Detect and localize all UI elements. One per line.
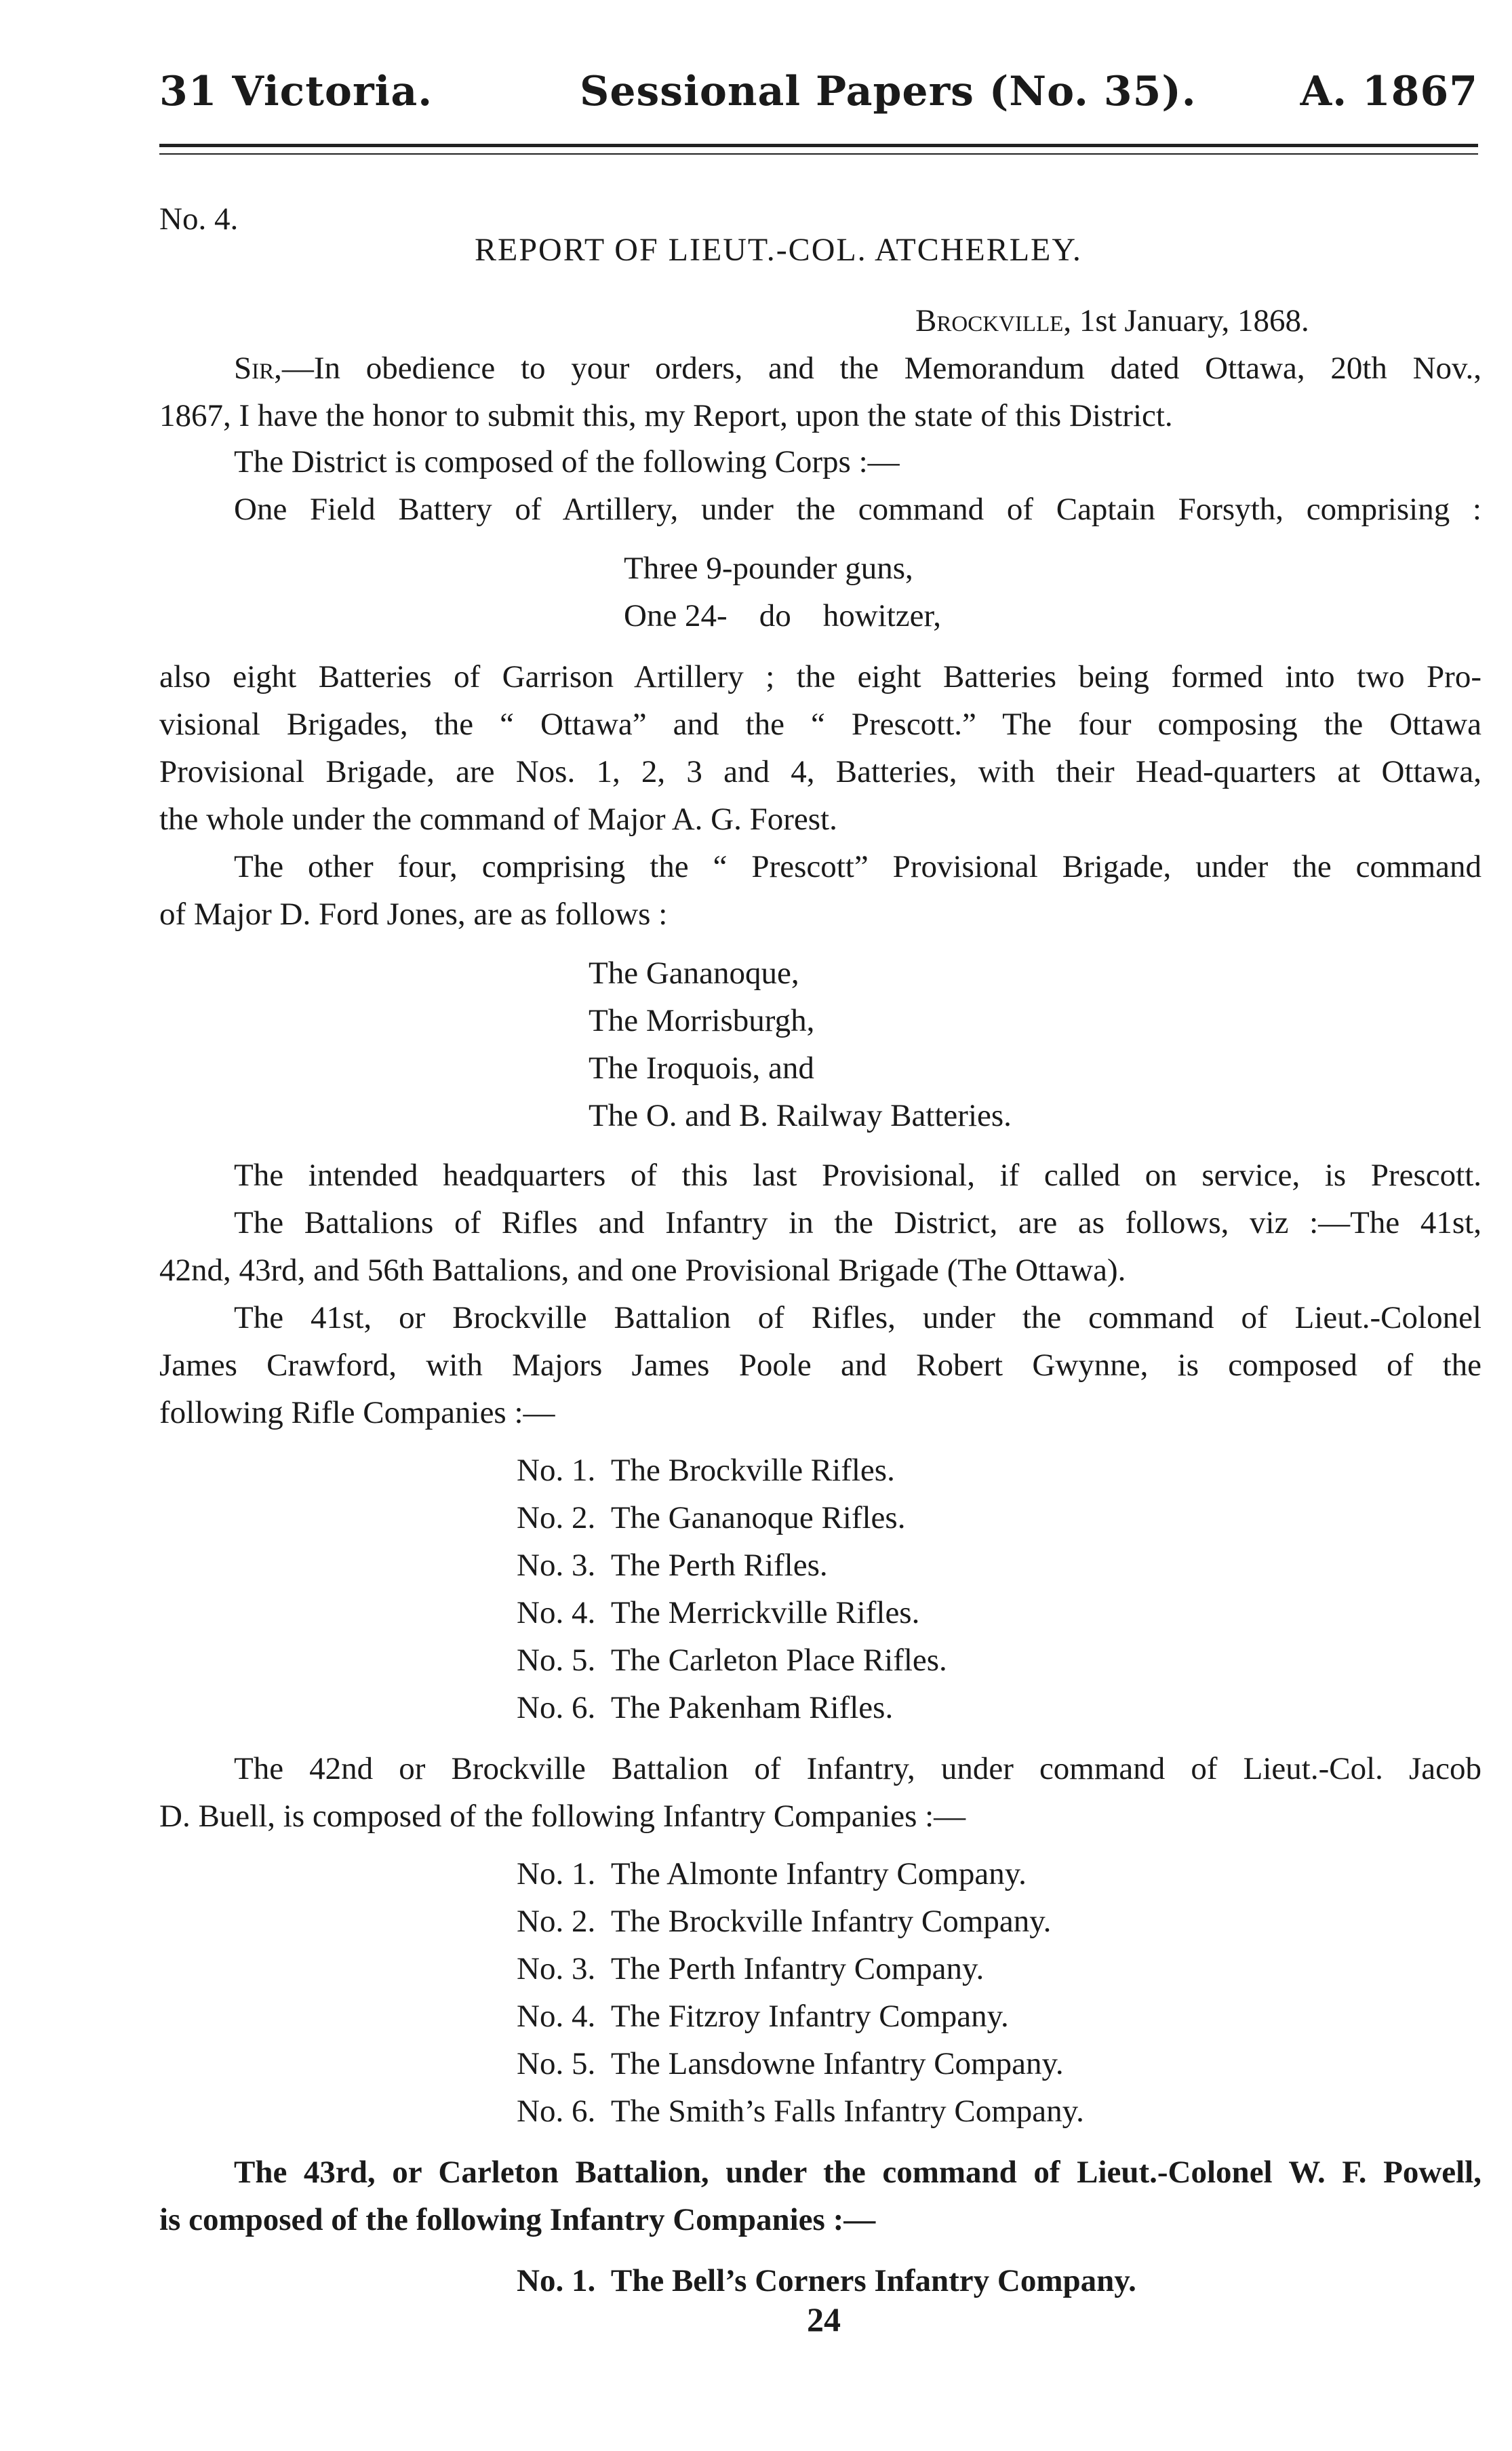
body-line: 42nd, 43rd, and 56th Battalions, and one Provisional Brigade (The Ottawa). bbox=[159, 1253, 1126, 1288]
list-item: No. 5. The Lansdowne Infantry Company. bbox=[517, 2046, 1064, 2081]
header-rule-thick bbox=[159, 144, 1478, 147]
header-session: 31 Victoria. bbox=[159, 68, 433, 115]
header-paper-title: Sessional Papers (No. 35). bbox=[580, 68, 1197, 115]
salutation: Sir bbox=[234, 351, 275, 386]
body-line: The 41st, or Brockville Battalion of Rifles, under the command of Lieut.-Colonel bbox=[234, 1300, 1481, 1335]
list-item: No. 4. The Merrickville Rifles. bbox=[517, 1595, 920, 1630]
page-number: 24 bbox=[807, 2300, 841, 2338]
report-title: REPORT OF LIEUT.-COL. ATCHERLEY. bbox=[475, 232, 1082, 268]
body-line: is composed of the following Infantry Companies :— bbox=[159, 2202, 876, 2237]
body-line: of Major D. Ford Jones, are as follows : bbox=[159, 897, 668, 932]
body-line-text: ,—In obedience to your orders, and the Memorandum dated Ottawa, 20th Nov., bbox=[274, 351, 1481, 386]
list-item: No. 6. The Smith’s Falls Infantry Company. bbox=[517, 2094, 1084, 2129]
list-item: No. 1. The Brockville Rifles. bbox=[517, 1453, 895, 1488]
body-line: The 43rd, or Carleton Battalion, under the command of Lieut.-Colonel W. F. Powell, bbox=[234, 2155, 1481, 2190]
header-year: A. 1867 bbox=[1300, 68, 1478, 115]
list-item: No. 1. The Bell’s Corners Infantry Company. bbox=[517, 2263, 1136, 2298]
list-item: No. 6. The Pakenham Rifles. bbox=[517, 1690, 894, 1725]
list-item: One 24- do howitzer, bbox=[624, 598, 942, 633]
list-item: No. 5. The Carleton Place Rifles. bbox=[517, 1643, 947, 1678]
dateline bbox=[915, 305, 1309, 337]
body-line: The District is composed of the following Corps :— bbox=[234, 444, 900, 479]
body-line: James Crawford, with Majors James Poole and Robert Gwynne, is composed of the bbox=[159, 1348, 1481, 1383]
list-item: No. 4. The Fitzroy Infantry Company. bbox=[517, 1999, 1009, 2034]
running-header bbox=[159, 68, 1478, 129]
body-line: also eight Batteries of Garrison Artillery ; the eight Batteries being formed into two Pro- bbox=[159, 659, 1481, 694]
body-line: Provisional Brigade, are Nos. 1, 2, 3 and 4, Batteries, with their Head-quarters at Ottawa, bbox=[159, 754, 1481, 789]
body-line: the whole under the command of Major A. G. Forest. bbox=[159, 802, 837, 837]
body-line: The 42nd or Brockville Battalion of Infantry, under command of Lieut.-Col. Jacob bbox=[234, 1751, 1481, 1786]
body-line bbox=[234, 353, 1481, 385]
list-item: The Morrisburgh, bbox=[589, 1003, 815, 1038]
body-line: One Field Battery of Artillery, under the command of Captain Forsyth, comprising : bbox=[234, 492, 1481, 527]
body-line: visional Brigades, the “ Ottawa” and the “ Prescott.” The four composing the Ottawa bbox=[159, 707, 1481, 742]
list-item: The O. and B. Railway Batteries. bbox=[589, 1098, 1012, 1133]
body-line: 1867, I have the honor to submit this, my Report, upon the state of this District. bbox=[159, 398, 1173, 433]
body-line: following Rifle Companies :— bbox=[159, 1395, 555, 1430]
list-item: The Gananoque, bbox=[589, 956, 799, 991]
list-item: Three 9-pounder guns, bbox=[624, 551, 913, 586]
list-item: No. 1. The Almonte Infantry Company. bbox=[517, 1856, 1027, 1891]
list-item: The Iroquois, and bbox=[589, 1051, 814, 1086]
list-item: No. 3. The Perth Infantry Company. bbox=[517, 1951, 984, 1986]
body-line: The Battalions of Rifles and Infantry in the District, are as follows, viz :—The 41st, bbox=[234, 1205, 1481, 1240]
header-rule-thin bbox=[159, 153, 1478, 155]
report-number: No. 4. bbox=[159, 201, 239, 237]
dateline-date: , 1st January, 1868. bbox=[1063, 303, 1309, 338]
list-item: No. 2. The Gananoque Rifles. bbox=[517, 1500, 906, 1535]
list-item: No. 3. The Perth Rifles. bbox=[517, 1548, 828, 1583]
dateline-place: Brockville bbox=[915, 303, 1064, 338]
body-line: D. Buell, is composed of the following Infantry Companies :— bbox=[159, 1799, 966, 1834]
list-item: No. 2. The Brockville Infantry Company. bbox=[517, 1904, 1052, 1939]
body-line: The other four, comprising the “ Prescott” Provisional Brigade, under the command bbox=[234, 849, 1481, 884]
body-line: The intended headquarters of this last Provisional, if called on service, is Prescott. bbox=[234, 1158, 1481, 1193]
